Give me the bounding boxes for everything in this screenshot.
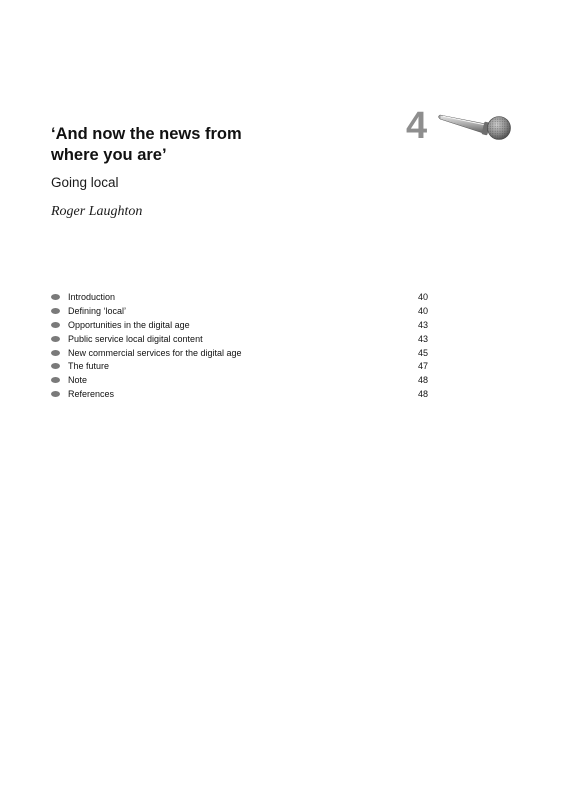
toc-row[interactable]: [51, 373, 431, 387]
toc-entry-label: Opportunities in the digital age: [68, 319, 190, 330]
toc-page-number: 40: [417, 291, 428, 302]
table-of-contents: [51, 290, 431, 401]
microphone-icon: [434, 106, 514, 146]
toc-row[interactable]: [51, 318, 431, 332]
toc-page-number: 40: [417, 305, 428, 316]
bullet-dot-icon: [51, 391, 60, 397]
bullet-dot-icon: [51, 350, 60, 356]
toc-row[interactable]: [51, 332, 431, 346]
toc-row[interactable]: [51, 359, 431, 373]
chapter-number: 4: [406, 105, 428, 147]
toc-row[interactable]: [51, 346, 431, 360]
bullet-dot-icon: [51, 363, 60, 369]
toc-row[interactable]: [51, 290, 431, 304]
toc-page-number: 43: [417, 319, 428, 330]
bullet-dot-icon: [51, 308, 60, 314]
toc-entry-label: Public service local digital content: [68, 333, 203, 344]
toc-entry-label: Introduction: [68, 291, 116, 302]
toc-page-number: 47: [417, 361, 428, 372]
toc-row[interactable]: [51, 304, 431, 318]
toc-entry-label: New commercial services for the digital age: [68, 347, 242, 358]
chapter-subtitle: Going local: [51, 175, 119, 190]
bullet-dot-icon: [51, 377, 60, 383]
chapter-title-line-1: ‘And now the news from: [51, 125, 242, 143]
toc-page-number: 45: [417, 347, 428, 358]
toc-entry-label: References: [68, 389, 115, 400]
bullet-dot-icon: [51, 294, 60, 300]
chapter-title: [51, 124, 311, 166]
bullet-dot-icon: [51, 336, 60, 342]
toc-entry-label: The future: [68, 361, 110, 372]
toc-entry-label: Defining ‘local’: [68, 305, 127, 316]
toc-page-number: 43: [417, 333, 428, 344]
toc-page-number: 48: [417, 389, 428, 400]
toc-page-number: 48: [417, 375, 428, 386]
chapter-title-line-2: where you are’: [51, 146, 167, 164]
toc-row[interactable]: [51, 387, 431, 401]
toc-entry-label: Note: [68, 375, 88, 386]
bullet-dot-icon: [51, 322, 60, 328]
chapter-author: Roger Laughton: [51, 204, 143, 219]
